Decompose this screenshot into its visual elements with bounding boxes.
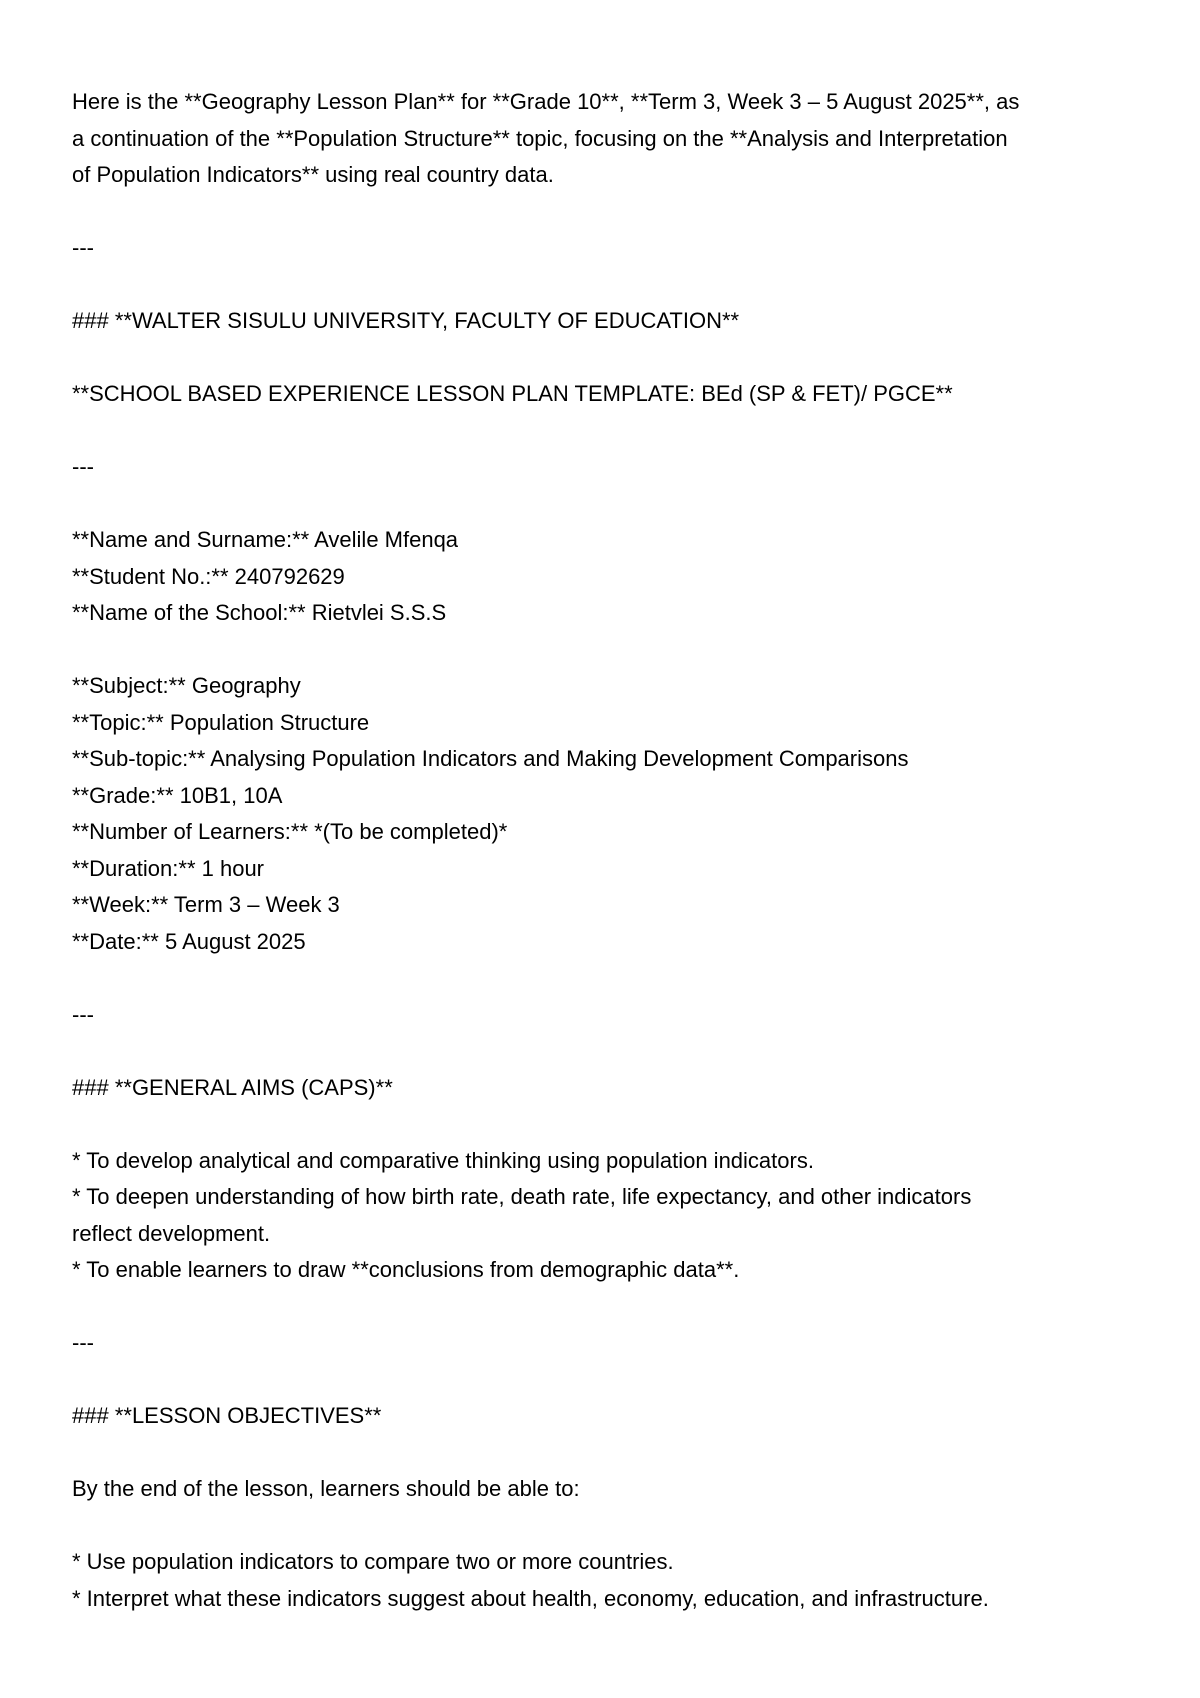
sub-topic: **Sub-topic:** Analysing Population Indicators and Making Development Comparisons — [72, 746, 909, 771]
objective-item: * Interpret what these indicators suggest about health, economy, education, and infrastructure. — [72, 1585, 989, 1611]
separator: --- — [72, 235, 94, 260]
general-aim-item: * To enable learners to draw **conclusions from demographic data**. — [72, 1257, 740, 1282]
week: **Week:** Term 3 – Week 3 — [72, 892, 340, 917]
intro-line-1: Here is the **Geography Lesson Plan** for **Grade 10**, **Term 3, Week 3 – 5 August 2025**, as — [72, 89, 1020, 114]
number-of-learners: **Number of Learners:** *(To be completed)* — [72, 819, 508, 844]
objective-item: * Use population indicators to compare two or more countries. — [72, 1549, 674, 1574]
separator: --- — [72, 454, 94, 479]
intro-line-2: a continuation of the **Population Structure** topic, focusing on the **Analysis and Interpretation — [72, 125, 1008, 151]
duration: **Duration:** 1 hour — [72, 855, 265, 881]
grade: **Grade:** 10B1, 10A — [72, 782, 283, 808]
general-aims-heading: ### **GENERAL AIMS (CAPS)** — [72, 1074, 393, 1100]
objectives-lead: By the end of the lesson, learners should be able to: — [72, 1476, 580, 1501]
intro-line-3: of Population Indicators** using real country data. — [72, 162, 554, 187]
subject: **Subject:** Geography — [72, 673, 301, 698]
template-title: **SCHOOL BASED EXPERIENCE LESSON PLAN TEMPLATE: BEd (SP & FET)/ PGCE** — [72, 381, 953, 406]
general-aim-item: * To develop analytical and comparative thinking using population indicators. — [72, 1147, 814, 1173]
document-page — [72, 84, 1132, 1617]
student-name: **Name and Surname:** Avelile Mfenqa — [72, 527, 459, 552]
school-name: **Name of the School:** Rietvlei S.S.S — [72, 600, 447, 625]
date: **Date:** 5 August 2025 — [72, 928, 306, 954]
lesson-objectives-heading: ### **LESSON OBJECTIVES** — [72, 1403, 382, 1428]
separator: --- — [72, 1330, 94, 1355]
general-aim-item: * To deepen understanding of how birth rate, death rate, life expectancy, and other indicators — [72, 1184, 972, 1209]
topic: **Topic:** Population Structure — [72, 709, 370, 735]
general-aim-item-continued: reflect development. — [72, 1220, 271, 1246]
student-number: **Student No.:** 240792629 — [72, 563, 345, 589]
separator: --- — [72, 1001, 94, 1027]
university-heading: ### **WALTER SISULU UNIVERSITY, FACULTY OF EDUCATION** — [72, 308, 740, 333]
